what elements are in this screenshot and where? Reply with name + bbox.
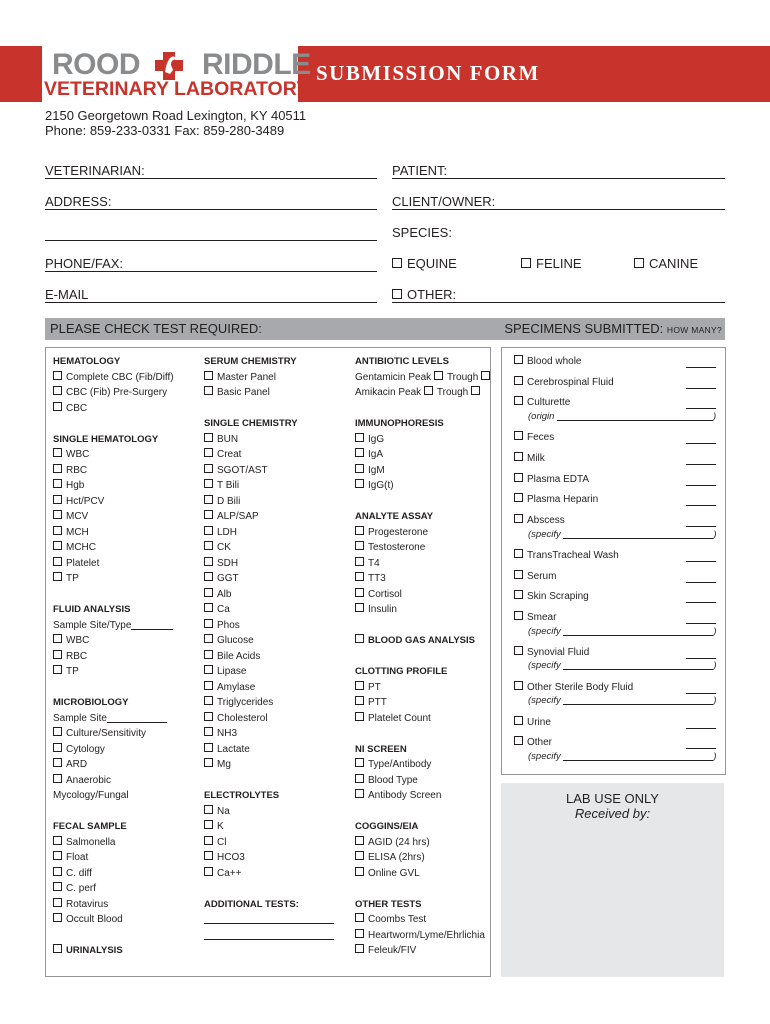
test-item[interactable]: WBC <box>53 447 174 463</box>
specimen-item[interactable]: Blood whole <box>514 355 581 367</box>
email-label: E-MAIL <box>45 287 89 302</box>
test-item[interactable]: Heartworm/Lyme/Ehrlichia <box>355 928 494 944</box>
test-item[interactable]: Cortisol <box>355 587 494 603</box>
test-item[interactable]: Antibody Screen <box>355 788 494 804</box>
species-other-field[interactable] <box>392 302 725 303</box>
specimen-count-field[interactable] <box>686 658 716 659</box>
specimen-item[interactable]: Cerebrospinal Fluid <box>514 376 614 388</box>
clotting-profile-heading: CLOTTING PROFILE <box>355 666 448 677</box>
address-label: ADDRESS: <box>45 194 112 209</box>
additional-test-line-1[interactable] <box>204 912 334 928</box>
test-item[interactable]: Insulin <box>355 602 494 618</box>
test-item[interactable]: BUN <box>204 432 334 448</box>
specimen-count-field[interactable] <box>686 443 716 444</box>
test-item[interactable]: IgG <box>355 432 494 448</box>
test-item[interactable]: Phos <box>204 618 334 634</box>
address-field[interactable] <box>45 209 377 210</box>
test-item[interactable]: Mg <box>204 757 334 773</box>
test-item[interactable]: CBC (Fib) Pre-Surgery <box>53 385 174 401</box>
specimen-specify-field[interactable]: (specify ) <box>528 626 717 637</box>
test-item[interactable]: Cl <box>204 835 334 851</box>
test-item[interactable]: Ca <box>204 602 334 618</box>
test-item[interactable]: Culture/Sensitivity <box>53 726 174 742</box>
test-item[interactable]: Hct/PCV <box>53 494 174 510</box>
lab-phone-fax: Phone: 859-233-0331 Fax: 859-280-3489 <box>45 123 285 138</box>
patient-label: PATIENT: <box>392 163 448 178</box>
test-item[interactable]: ARD <box>53 757 174 773</box>
test-item[interactable]: Basic Panel <box>204 385 334 401</box>
specimen-item[interactable]: Serum <box>514 570 556 582</box>
tests-column-3 <box>355 354 494 959</box>
analyte-assay-heading: ANALYTE ASSAY <box>355 511 434 522</box>
mycology-label: Mycology/Fungal <box>53 790 129 801</box>
test-item[interactable]: Lactate <box>204 742 334 758</box>
specimen-item[interactable]: Synovial Fluid <box>514 646 589 658</box>
phone-fax-label: PHONE/FAX: <box>45 256 124 271</box>
specimen-specify-field[interactable]: (specify ) <box>528 695 717 706</box>
test-item[interactable]: Online GVL <box>355 866 494 882</box>
test-item[interactable]: AGID (24 hrs) <box>355 835 494 851</box>
species-label: SPECIES: <box>392 225 452 240</box>
hematology-heading: HEMATOLOGY <box>53 356 121 367</box>
coggins-heading: COGGINS/EIA <box>355 821 419 832</box>
immunophoresis-heading: IMMUNOPHORESIS <box>355 418 444 429</box>
veterinarian-label: VETERINARIAN: <box>45 163 145 178</box>
specimen-item[interactable]: Milk <box>514 452 545 464</box>
test-item[interactable]: IgA <box>355 447 494 463</box>
specimen-specify-field[interactable]: (specify ) <box>528 529 717 540</box>
specimen-item[interactable]: Abscess <box>514 514 565 526</box>
test-item[interactable]: Cytology <box>53 742 174 758</box>
lab-use-title: LAB USE ONLY <box>566 791 659 806</box>
test-item[interactable]: HCO3 <box>204 850 334 866</box>
fecal-sample-heading: FECAL SAMPLE <box>53 821 127 832</box>
urinalysis-item[interactable]: URINALYSIS <box>53 943 174 959</box>
test-item[interactable]: Float <box>53 850 174 866</box>
microbiology-heading: MICROBIOLOGY <box>53 697 129 708</box>
specimen-count-field[interactable] <box>686 582 716 583</box>
test-item[interactable]: D Bili <box>204 494 334 510</box>
test-item[interactable]: T4 <box>355 556 494 572</box>
specimen-count-field[interactable] <box>686 408 716 409</box>
email-field[interactable] <box>45 302 377 303</box>
amikacin-row[interactable]: Amikacin Peak Trough <box>355 385 494 401</box>
test-item[interactable]: Platelet <box>53 556 174 572</box>
additional-test-line-2[interactable] <box>204 928 334 944</box>
test-item[interactable]: Na <box>204 804 334 820</box>
additional-tests-heading: ADDITIONAL TESTS: <box>204 898 299 910</box>
test-item[interactable]: RBC <box>53 463 174 479</box>
test-item[interactable]: Feleuk/FIV <box>355 943 494 959</box>
test-item[interactable]: T Bili <box>204 478 334 494</box>
page-title: SUBMISSION FORM <box>316 61 540 85</box>
specimen-count-field[interactable] <box>686 748 716 749</box>
test-item[interactable]: Rotavirus <box>53 897 174 913</box>
specimen-count-field[interactable] <box>686 505 716 506</box>
test-item[interactable]: Salmonella <box>53 835 174 851</box>
single-chemistry-heading: SINGLE CHEMISTRY <box>204 418 298 429</box>
species-canine[interactable]: CANINE <box>634 256 698 271</box>
test-item[interactable]: Cholesterol <box>204 711 334 727</box>
specimen-count-field[interactable] <box>686 623 716 624</box>
specimen-count-field[interactable] <box>686 602 716 603</box>
specimen-count-field[interactable] <box>686 561 716 562</box>
test-item[interactable]: MCHC <box>53 540 174 556</box>
single-hematology-heading: SINGLE HEMATOLOGY <box>53 433 159 445</box>
test-item[interactable]: TP <box>53 664 174 680</box>
horse-cross-icon <box>153 52 185 80</box>
veterinarian-field[interactable] <box>45 178 377 179</box>
lab-address: 2150 Georgetown Road Lexington, KY 40511 <box>45 108 307 123</box>
specimen-count-field[interactable] <box>686 388 716 389</box>
test-item[interactable]: Anaerobic <box>53 773 174 789</box>
test-item[interactable]: PTT <box>355 695 494 711</box>
specimen-item[interactable]: Feces <box>514 431 554 443</box>
ni-screen-heading: NI SCREEN <box>355 743 407 755</box>
checkbox[interactable] <box>634 258 644 268</box>
blood-gas-item[interactable]: BLOOD GAS ANALYSIS <box>355 633 494 649</box>
client-owner-label: CLIENT/OWNER: <box>392 194 496 209</box>
checkbox[interactable] <box>521 258 531 268</box>
test-item[interactable]: CBC <box>53 401 174 417</box>
phone-fax-field[interactable] <box>45 271 377 272</box>
specimen-specify-field[interactable]: (specify ) <box>528 660 717 671</box>
test-item[interactable]: Master Panel <box>204 370 334 386</box>
fluid-sample-site-field[interactable]: Sample Site/Type <box>53 618 174 634</box>
specimens-heading: SPECIMENS SUBMITTED: HOW MANY? <box>504 321 722 336</box>
address-field-line2[interactable] <box>45 240 377 241</box>
logo-subtitle: VETERINARY LABORATORY <box>44 78 310 100</box>
test-item[interactable]: Occult Blood <box>53 912 174 928</box>
specimen-specify-field[interactable]: (specify ) <box>528 751 717 762</box>
specimen-item[interactable]: TransTracheal Wash <box>514 549 619 561</box>
specimen-count-field[interactable] <box>686 485 716 486</box>
specimen-item[interactable]: Other <box>514 736 552 748</box>
logo-wordmark <box>52 48 311 82</box>
test-item[interactable]: GGT <box>204 571 334 587</box>
electrolytes-heading: ELECTROLYTES <box>204 790 280 801</box>
patient-field[interactable] <box>392 178 725 179</box>
test-item[interactable]: Amylase <box>204 680 334 696</box>
test-item[interactable]: Progesterone <box>355 525 494 541</box>
test-item[interactable]: Bile Acids <box>204 649 334 665</box>
tests-column-2 <box>204 354 334 943</box>
test-item[interactable]: MCH <box>53 525 174 541</box>
test-item[interactable]: C. diff <box>53 866 174 882</box>
test-item[interactable]: Testosterone <box>355 540 494 556</box>
specimen-count-field[interactable] <box>686 464 716 465</box>
test-item[interactable]: C. perf <box>53 881 174 897</box>
test-item[interactable]: SDH <box>204 556 334 572</box>
specimen-count-field[interactable] <box>686 367 716 368</box>
test-item[interactable]: Alb <box>204 587 334 603</box>
specimen-count-field[interactable] <box>686 693 716 694</box>
specimen-item[interactable]: Urine <box>514 716 551 728</box>
test-item[interactable]: K <box>204 819 334 835</box>
gentamicin-row[interactable]: Gentamicin Peak Trough <box>355 370 494 386</box>
test-item[interactable]: TT3 <box>355 571 494 587</box>
species-other[interactable]: OTHER: <box>392 287 456 302</box>
serum-chemistry-heading: SERUM CHEMISTRY <box>204 356 297 367</box>
species-equine[interactable]: EQUINE <box>392 256 457 271</box>
test-item[interactable]: Type/Antibody <box>355 757 494 773</box>
test-item[interactable]: Creat <box>204 447 334 463</box>
test-item[interactable]: Hgb <box>53 478 174 494</box>
test-item[interactable]: ELISA (2hrs) <box>355 850 494 866</box>
test-item[interactable]: Complete CBC (Fib/Diff) <box>53 370 174 386</box>
check-tests-heading: PLEASE CHECK TEST REQUIRED: <box>50 321 262 336</box>
test-item[interactable]: Blood Type <box>355 773 494 789</box>
test-item[interactable]: IgM <box>355 463 494 479</box>
test-item[interactable]: IgG(t) <box>355 478 494 494</box>
test-item[interactable]: ALP/SAP <box>204 509 334 525</box>
specimen-origin-field[interactable]: (origin ) <box>528 411 717 422</box>
specimen-item[interactable]: Plasma Heparin <box>514 493 598 505</box>
test-item[interactable]: Platelet Count <box>355 711 494 727</box>
test-item[interactable]: Glucose <box>204 633 334 649</box>
antibiotic-levels-heading: ANTIBIOTIC LEVELS <box>355 356 449 367</box>
received-by-label: Received by: <box>574 806 651 821</box>
test-item[interactable]: Coombs Test <box>355 912 494 928</box>
logo-word-rood: ROOD <box>52 48 140 81</box>
test-item[interactable]: Triglycerides <box>204 695 334 711</box>
micro-sample-site-field[interactable]: Sample Site <box>53 711 174 727</box>
test-item[interactable]: PT <box>355 680 494 696</box>
test-item[interactable]: TP <box>53 571 174 587</box>
logo-word-riddle: RIDDLE <box>202 48 311 81</box>
specimen-item[interactable]: Plasma EDTA <box>514 473 589 485</box>
other-tests-heading: OTHER TESTS <box>355 898 422 910</box>
test-item[interactable]: WBC <box>53 633 174 649</box>
specimen-count-field[interactable] <box>686 526 716 527</box>
checkbox[interactable] <box>392 258 402 268</box>
specimen-count-field[interactable] <box>686 728 716 729</box>
test-item[interactable]: Ca++ <box>204 866 334 882</box>
specimen-item[interactable]: Culturette <box>514 396 570 408</box>
test-item[interactable]: RBC <box>53 649 174 665</box>
test-item[interactable]: LDH <box>204 525 334 541</box>
test-item[interactable]: SGOT/AST <box>204 463 334 479</box>
checkbox[interactable] <box>392 289 402 299</box>
test-item[interactable]: MCV <box>53 509 174 525</box>
specimen-item[interactable]: Skin Scraping <box>514 590 589 602</box>
species-feline[interactable]: FELINE <box>521 256 582 271</box>
specimen-item[interactable]: Smear <box>514 611 556 623</box>
fluid-analysis-heading: FLUID ANALYSIS <box>53 604 131 615</box>
test-item[interactable]: CK <box>204 540 334 556</box>
client-owner-field[interactable] <box>392 209 725 210</box>
test-item[interactable]: Lipase <box>204 664 334 680</box>
specimen-item[interactable]: Other Sterile Body Fluid <box>514 681 633 693</box>
test-item[interactable]: NH3 <box>204 726 334 742</box>
tests-column-1 <box>53 354 174 959</box>
